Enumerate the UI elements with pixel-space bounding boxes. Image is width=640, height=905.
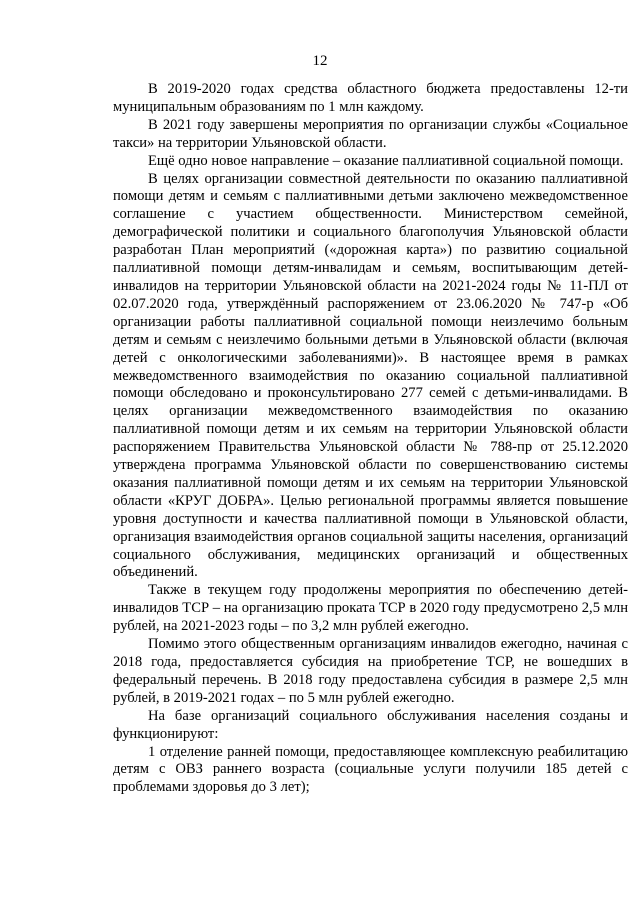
paragraph-tsr-rental: Также в текущем году продолжены мероприятия по обеспечению детей-инвалидов ТСР – на организацию проката ТСР в 2020 году предусмотрено 2,5 млн рублей, на 2021-2023 годы – по 3,2 млн рублей ежегодно. [113, 582, 628, 635]
paragraph-palliative-cooperation: В целях организации совместной деятельности по оказанию паллиативной помощи детям и семьям с паллиативными детьми заключено межведомственное соглашение с участием общественности. Министерством семейной, демографической политики и социального благополучия Ульяновской области разработан План мероприятий («дорожная карта») по развитию социальной паллиативной помощи детям-инвалидам и семьям, воспитывающим детей-инвалидов на территории Ульяновской области на 2021-2024 годы № 11-ПЛ от 02.07.2020 года, утверждённый распоряжением от 23.06.2020 № 747-р «Об организации работы паллиативной социальной помощи неизлечимо больным детям и семьям с неизлечимо больными детьми в Ульяновской области (включая детей с онкологическими заболеваниями)». В настоящее время в рамках межведомственного взаимодействия по оказанию социальной паллиативной помощи обследовано и проконсультировано 277 семей с детьми-инвалидами. В целях организации межведомственного взаимодействия по оказанию паллиативной помощи детям и их семьям на территории Ульяновской области распоряжением Правительства Ульяновской области № 788-пр от 25.12.2020 утверждена программа Ульяновской области по совершенствованию системы оказания паллиативной помощи детям и их семьям на территории Ульяновской области «КРУГ ДОБРА». Целью региональной программы является повышение уровня доступности и качества паллиативной помощи в Ульяновской области, организация взаимодействия органов социальной защиты населения, организаций социального обслуживания, медицинских организаций и общественных объединений. [113, 170, 628, 581]
paragraph-budget-2019-2020: В 2019-2020 годах средства областного бюджета предоставлены 12-ти муниципальным образованиям по 1 млн каждому. [113, 81, 628, 115]
paragraph-social-organizations: На базе организаций социального обслуживания населения созданы и функционируют: [113, 707, 628, 742]
document-body [113, 81, 628, 797]
paragraph-palliative-direction: Ещё одно новое направление – оказание паллиативной социальной помощи. [148, 152, 624, 169]
paragraph-subsidy: Помимо этого общественным организациям инвалидов ежегодно, начиная с 2018 года, предоставляется субсидия на приобретение ТСР, не вошедших в федеральный перечень. В 2018 году предоставлена субсидия в размере 2,5 млн рублей, в 2019-2021 годах – по 5 млн рублей ежегодно. [113, 636, 628, 706]
paragraph-social-taxi: В 2021 году завершены мероприятия по организации службы «Социальное такси» на территории Ульяновской области. [113, 116, 628, 151]
page-number: 12 [312, 53, 328, 69]
paragraph-early-help: 1 отделение ранней помощи, предоставляющее комплексную реабилитацию детям с ОВЗ раннего возраста (социальные услуги получили 185 детей с проблемами здоровья до 3 лет); [113, 743, 628, 796]
